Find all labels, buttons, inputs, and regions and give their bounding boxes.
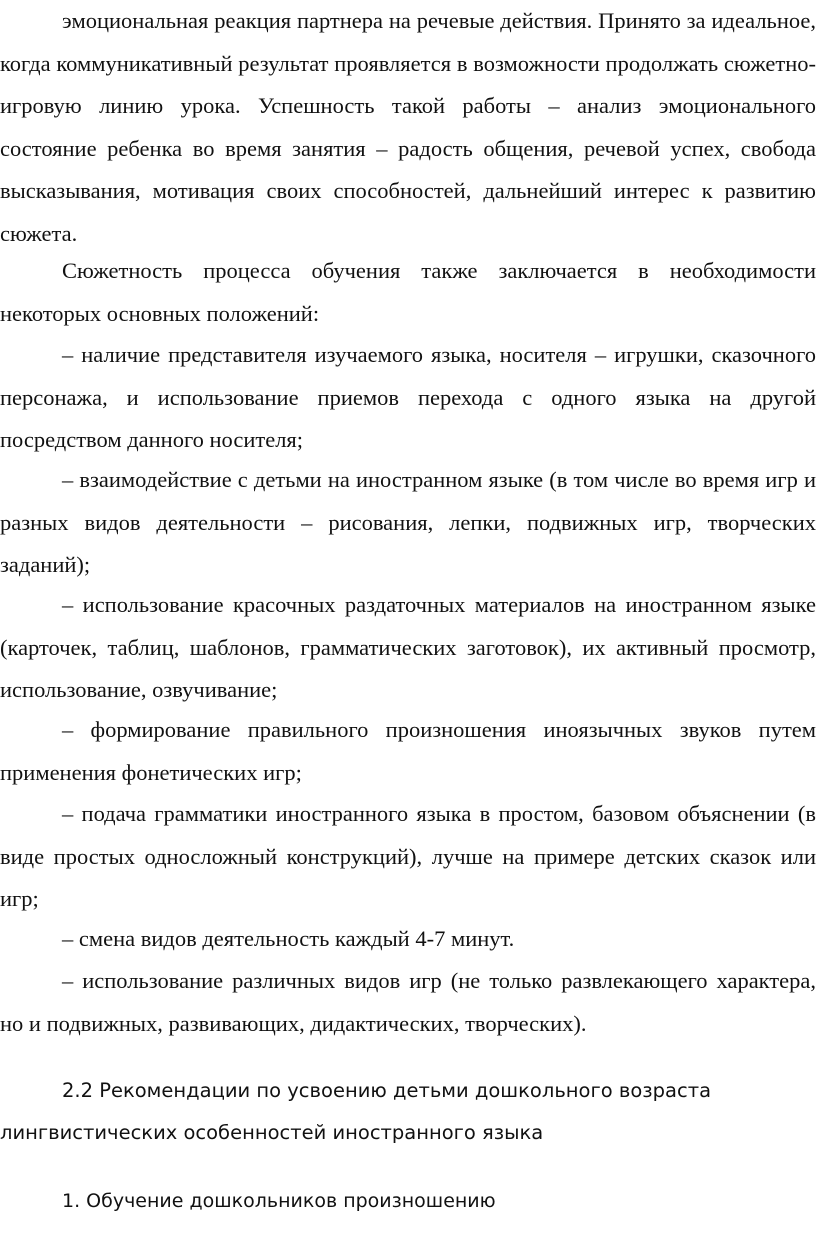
list-item-grammar: – подача грамматики иностранного языка в простом, базовом объяснении (в виде простых односложный конструкций), лучше на примере детских сказок или игр; <box>0 801 816 912</box>
list-item-pronunciation: – формирование правильного произношения иноязычных звуков путем применения фонетических игр; <box>0 717 816 785</box>
subsection-heading: 1. Обучение дошкольников произношению <box>62 1190 496 1212</box>
list-item-games: – использование различных видов игр (не только развлекающего характера, но и подвижных, развивающих, дидактических, творческих). <box>0 968 816 1036</box>
section-heading: 2.2 Рекомендации по усвоению детьми дошкольного возраста лингвистических особенностей иностранного языка <box>0 1079 712 1144</box>
list-item-activity-change: – смена видов деятельность каждый 4-7 минут. <box>62 926 515 951</box>
list-item-interaction: – взаимодействие с детьми на иностранном языке (в том числе во время игр и разных видов деятельности – рисования, лепки, подвижных игр, творческих заданий); <box>0 467 816 578</box>
list-item-native-speaker: – наличие представителя изучаемого языка, носителя – игрушки, сказочного персонажа, и использование приемов перехода с одного языка на другой посредством данного носителя; <box>0 342 816 453</box>
list-item-materials: – использование красочных раздаточных материалов на иностранном языке (карточек, таблиц, шаблонов, грамматических заготовок), их активный просмотр, использование, озвучивание; <box>0 592 816 703</box>
paragraph-plot-learning: Сюжетность процесса обучения также заключается в необходимости некоторых основных положений: <box>0 258 816 326</box>
paragraph-continuation: эмоциональная реакция партнера на речевые действия. Принято за идеальное, когда коммуникативный результат проявляется в возможности продолжать сюжетно-игровую линию урока. Успешность такой работы – анализ эмоционального состояние ребенка во время занятия – радость общения, речевой успех, свобода высказывания, мотивация своих способностей, дальнейший интерес к развитию сюжета. <box>0 8 816 246</box>
